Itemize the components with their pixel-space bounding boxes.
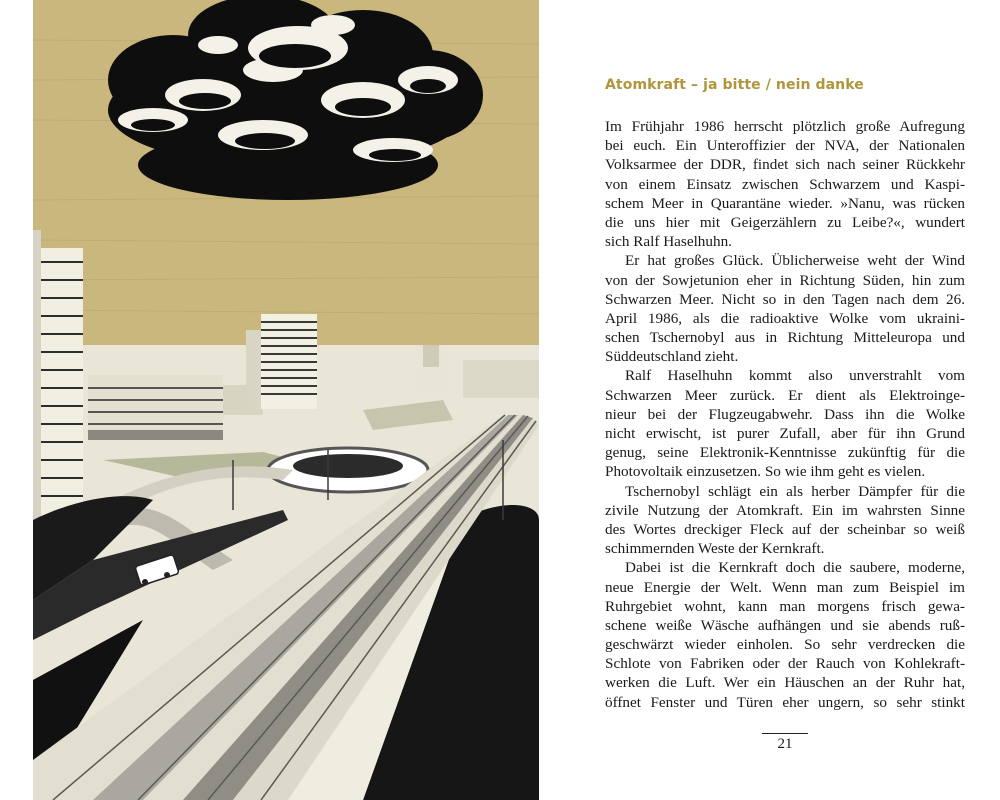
body-line: Er hat großes Glück. Üblicherweise weht der Wind (625, 252, 965, 270)
body-line: Schwarzen Meer zurück. Er dient als Elektroinge- (605, 386, 965, 404)
body-line: schene weiße Wäsche aufhängen und sie abends ruß- (605, 616, 965, 634)
body-line: Schwarzen Meer. Nicht so in den Tagen nach dem 26. (605, 290, 965, 308)
body-line: Ralf Haselhuhn kommt also unverstrahlt vom (625, 367, 965, 385)
body-text (605, 117, 965, 712)
body-line: zivile Nutzung der Atomkraft. Ein im wahrsten Sinne (605, 501, 965, 519)
body-line: sich Ralf Haselhuhn. (605, 233, 732, 251)
page-number: 21 (777, 736, 793, 752)
chapter-illustration (33, 0, 539, 800)
body-line: Volksarmee der DDR, findet sich nach seiner Rückkehr (605, 156, 965, 174)
body-line: schem Meer in Quarantäne wieder. »Nanu, was rücken (605, 194, 965, 212)
body-line: Süddeutschland zieht. (605, 348, 739, 366)
body-line: von einem Einsatz zwischen Schwarzem und Kaspi- (605, 175, 965, 193)
body-line: Ruhrgebiet wohnt, kann man morgens frisch gewa- (605, 597, 965, 615)
body-line: bei euch. Ein Unteroffizier der NVA, der Nationalen (605, 137, 965, 155)
body-line: April 1986, als die radioaktive Wolke vom ukraini- (605, 309, 965, 327)
body-line: Photovoltaik einzusetzen. So wie ihm geht es vielen. (605, 463, 926, 481)
body-line: geschwärzt wieder einholen. So sehr verdrecken die (605, 636, 965, 654)
city-cloud-illustration (33, 0, 539, 800)
chapter-title: Atomkraft – ja bitte / nein danke (605, 77, 864, 93)
body-line: Tschernobyl schlägt ein als herber Dämpfer für die (625, 482, 965, 500)
body-line: schen Tschernobyl aus in Richtung Mitteleuropa und (605, 329, 965, 347)
body-line: genug, seine Elektronik-Kenntnisse zukünftig für die (605, 444, 965, 462)
body-line: Schlote von Fabriken oder der Rauch von Kohlekraft- (605, 655, 965, 673)
body-line: öffnet Fenster und Türen eher ungern, so sehr stinkt (605, 693, 965, 711)
body-line: nieur bei der Flugzeugabwehr. Dass ihn die Wolke (605, 405, 965, 423)
body-line: Dabei ist die Kernkraft doch die saubere, moderne, (625, 559, 965, 577)
body-line: Im Frühjahr 1986 herrscht plötzlich große Aufregung (605, 118, 965, 135)
low-building (88, 375, 223, 440)
page-number-rule (762, 733, 808, 734)
tower-left (33, 230, 83, 548)
body-line: nicht erwischt, ist purer Zufall, aber für ihn Grund (605, 425, 965, 442)
body-line: des Wortes dreckiger Fleck auf der scheinbar so weiß (605, 520, 965, 538)
roundabout-center (293, 454, 403, 478)
body-line: werken die Luft. Wer ein Häuschen an der Ruhr hat, (605, 674, 965, 692)
text-page (540, 0, 1000, 800)
body-line: neue Energie der Welt. Wenn man zum Beispiel im (605, 578, 965, 596)
body-line: schimmernden Weste der Kernkraft. (605, 540, 825, 558)
body-line: von der Sowjetunion eher in Richtung Süden, hin zum (605, 271, 965, 289)
body-line: die uns hier mit Geigerzählern zu Leibe?«, wundert (605, 213, 965, 231)
